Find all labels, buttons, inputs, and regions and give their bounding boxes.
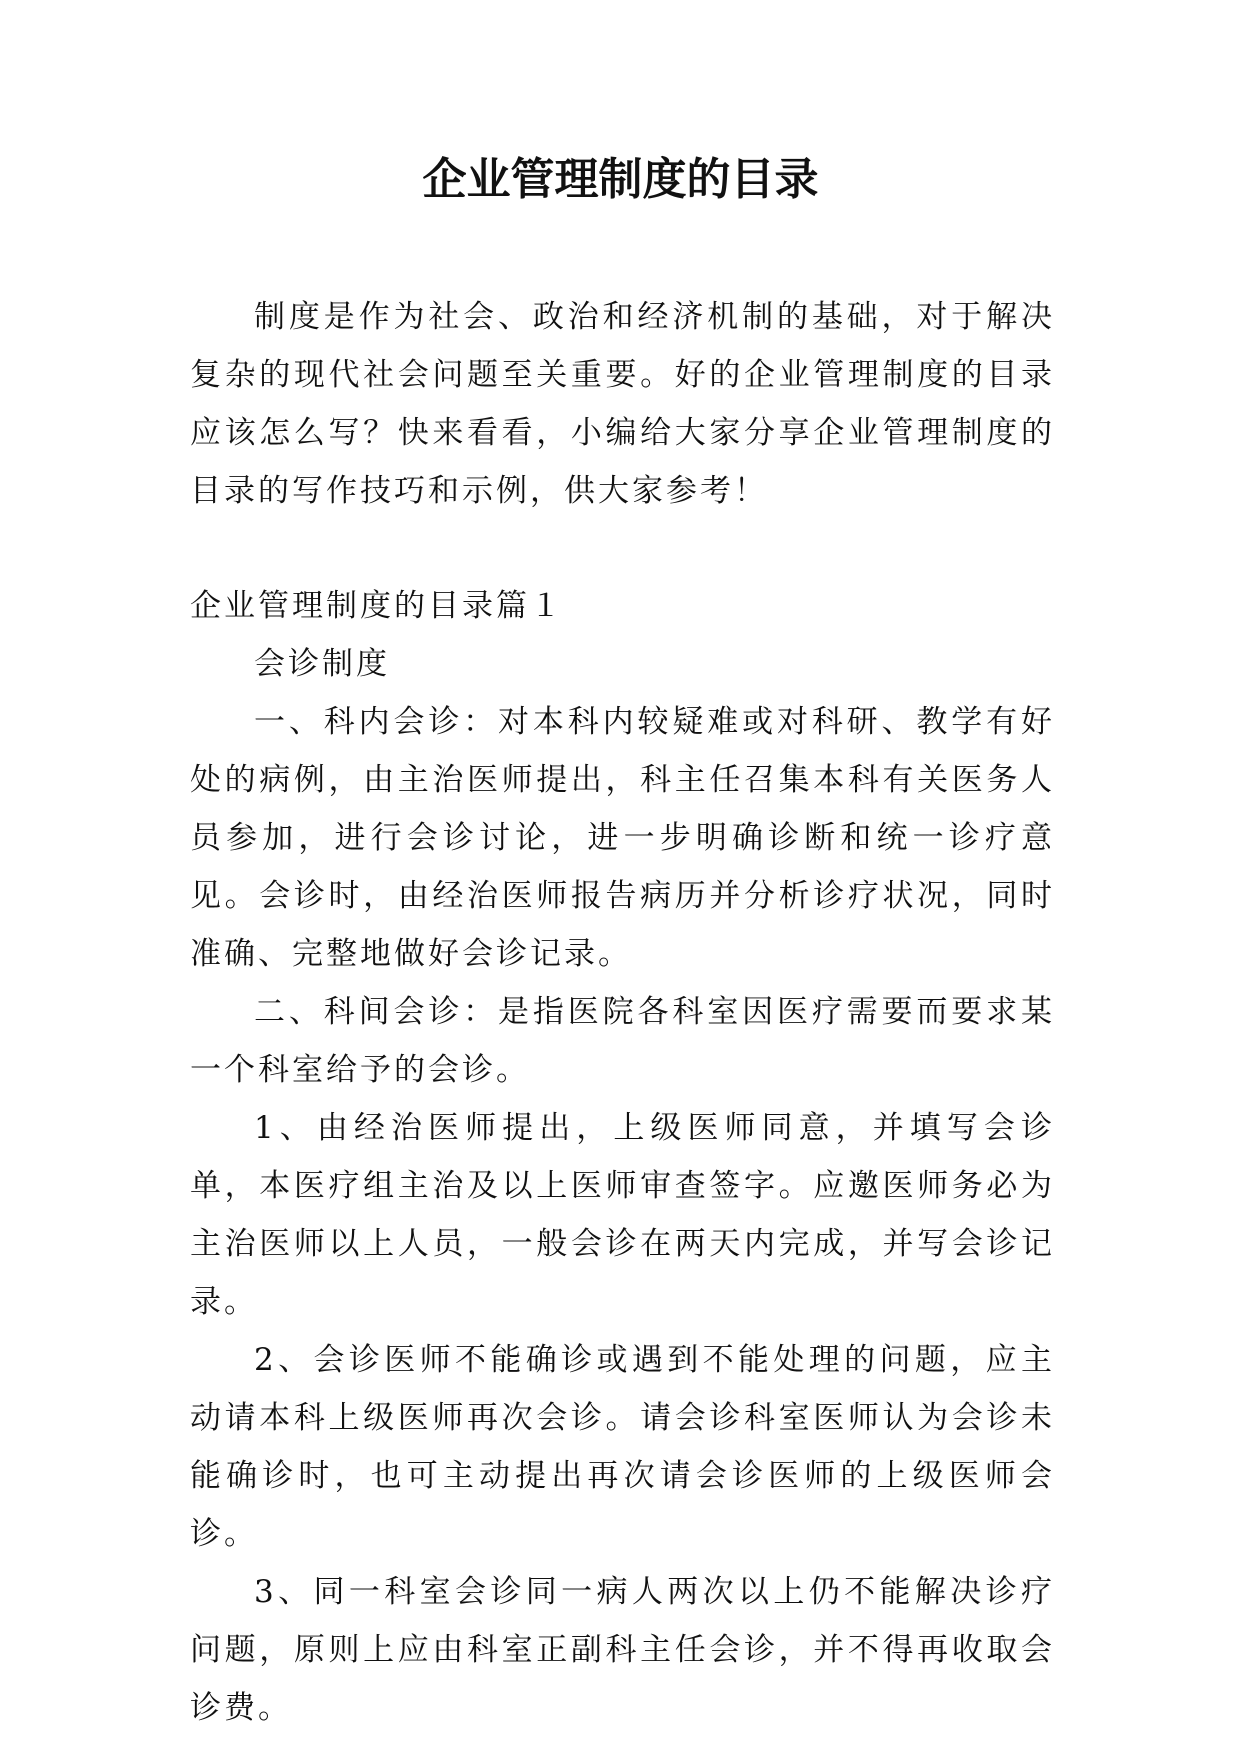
content-section — [190, 577, 1055, 1737]
paragraph-item-3: 3、同一科室会诊同一病人两次以上仍不能解决诊疗问题，原则上应由科室正副科主任会诊，并不得再收取会诊费。 — [190, 1574, 1055, 1726]
paragraph-item-2: 2、会诊医师不能确诊或遇到不能处理的问题，应主动请本科上级医师再次会诊。请会诊科室医师认为会诊未能确诊时，也可主动提出再次请会诊医师的上级医师会诊。 — [190, 1342, 1055, 1552]
section-heading: 企业管理制度的目录篇１ — [190, 588, 564, 624]
paragraph-intra-department-consultation: 一、科内会诊：对本科内较疑难或对科研、教学有好处的病例，由主治医师提出，科主任召集本科有关医务人员参加，进行会诊讨论，进一步明确诊断和统一诊疗意见。会诊时，由经治医师报告病历并分析诊疗状况，同时准确、完整地做好会诊记录。 — [190, 704, 1055, 972]
intro-paragraph: 制度是作为社会、政治和经济机制的基础，对于解决复杂的现代社会问题至关重要。好的企业管理制度的目录应该怎么写？快来看看，小编给大家分享企业管理制度的目录的写作技巧和示例，供大家参考！ — [190, 299, 1055, 509]
document-title: 企业管理制度的目录 — [422, 154, 819, 205]
intro-section — [190, 288, 1055, 520]
paragraph-inter-department-consultation: 二、科间会诊：是指医院各科室因医疗需要而要求某一个科室给予的会诊。 — [190, 994, 1055, 1088]
paragraph-item-1: 1、由经治医师提出，上级医师同意，并填写会诊单，本医疗组主治及以上医师审查签字。应邀医师务必为主治医师以上人员，一般会诊在两天内完成，并写会诊记录。 — [190, 1110, 1055, 1320]
subsection-title: 会诊制度 — [254, 646, 390, 682]
